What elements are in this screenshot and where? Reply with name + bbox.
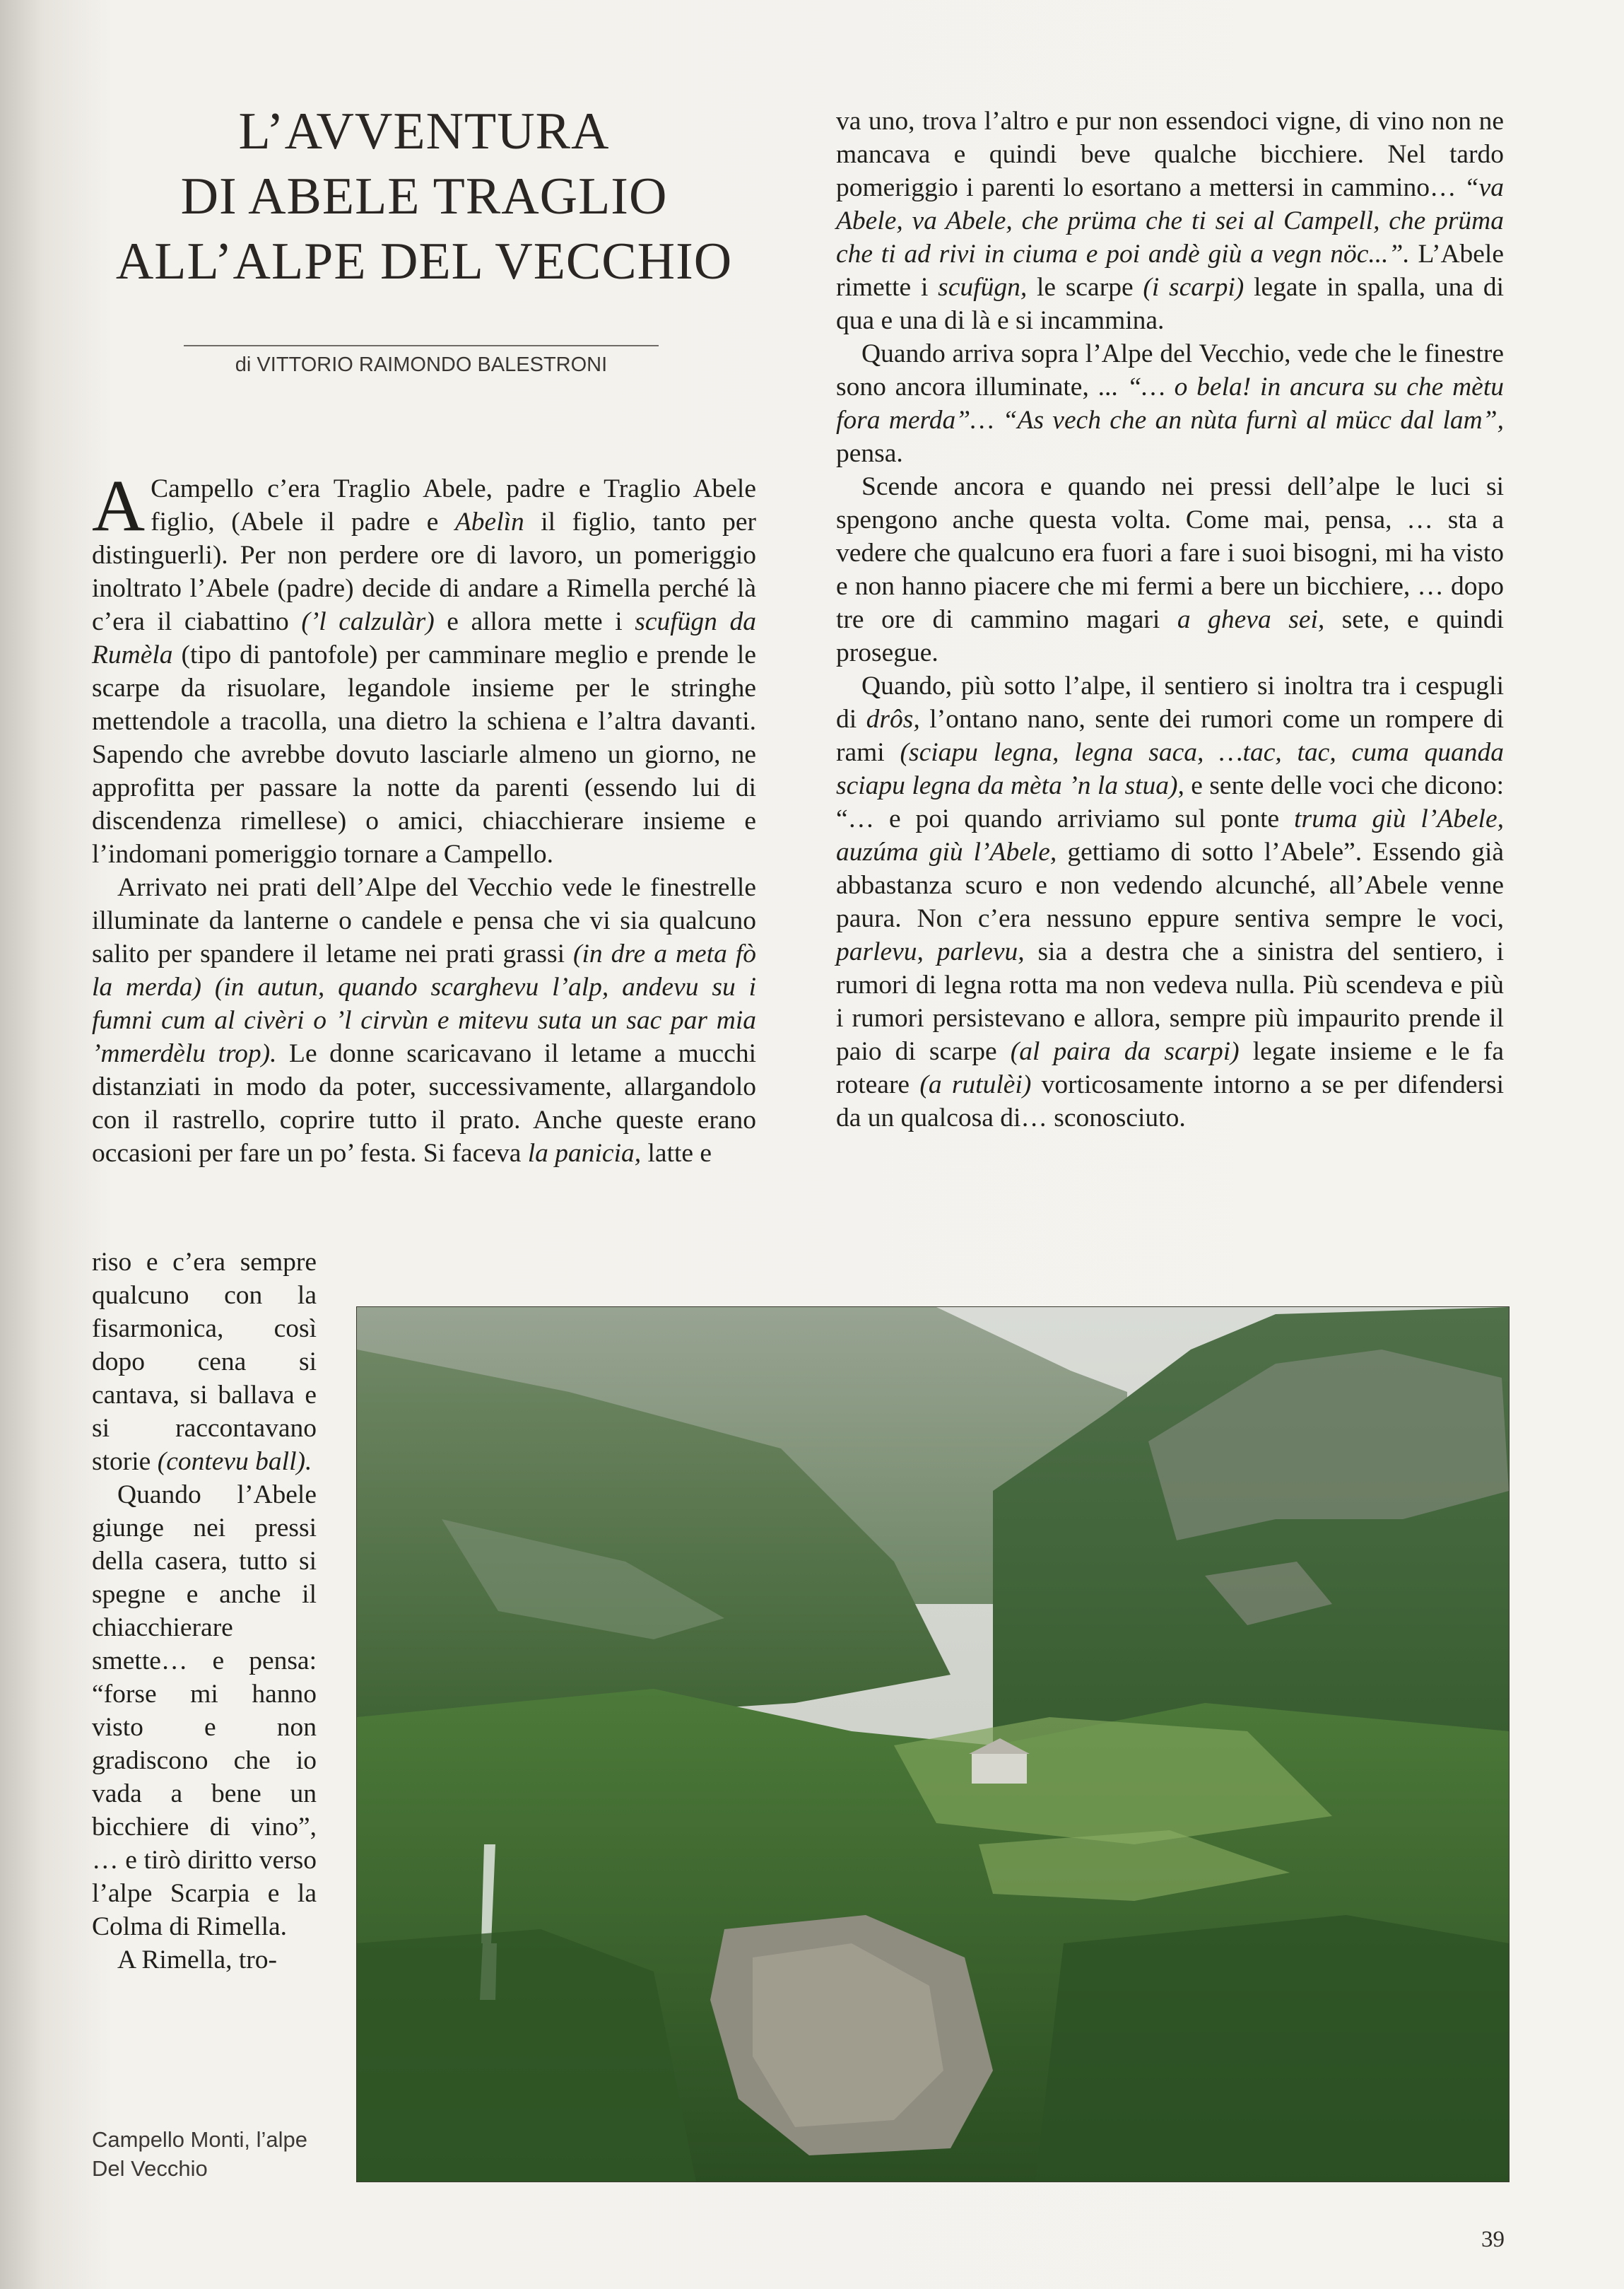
mountain-valley-illustration xyxy=(357,1307,1509,2182)
paragraph-7: Scende ancora e quando nei pressi dell’alpe le luci si spengono anche questa volta. Come mai, pensa, … sta a vedere che qualcuno era fuori a fare i suoi bisogni, mi ha visto e non hanno piacere che mi fermi a bere un bicchiere, … dopo tre ore di cammino magari a gheva sei, sete, e quindi prosegue. xyxy=(836,472,1504,667)
paragraph-3: Quando l’Abele giunge nei pressi della casera, tutto si spegne e anche il chiacchierare smette… e pensa: “forse mi hanno visto e non gradiscono che io vada a bene un bicchiere di vino”, … e tirò diritto verso l’alpe Scarpia e la Colma di Rimella. xyxy=(92,1480,317,1941)
title-line-2: DI ABELE TRAGLIO xyxy=(180,168,668,226)
title-line-3: ALL’ALPE DEL VECCHIO xyxy=(115,233,733,291)
author-byline: di VITTORIO RAIMONDO BALESTRONI xyxy=(235,353,608,376)
paragraph-1: A Campello c’era Traglio Abele, padre e Traglio Abele figlio, (Abele il padre e Abelìn il figlio, tanto per distinguerli). Per non perdere ore di lavoro, un pomeriggio inoltrato l’Abele (padre) decide di andare a Rimella perché là c’era il ciabattino (’l calzulàr) e allora mette i scufügn da Rumèla (tipo di pantofole) per camminare meglio e prende le scarpe da risuolare, legandole insieme per le stringhe mettendole a tracolla, una dietro la schiena e l’altra davanti. Sapendo che avrebbe dovuto lasciarle almeno un giorno, ne approfitta per passare la notte da parenti (essendo lui di discendenza rimellese) o amici, chiacchierare insieme e l’indomani pomeriggio tornare a Campello. xyxy=(92,465,756,869)
paragraph-2: Arrivato nei prati dell’Alpe del Vecchio vede le finestrelle illuminate da lanterne o candele e pensa che vi sia qualcuno salito per spandere il letame nei prati grassi (in dre a meta fò la merda) (in autun, quando scarghevu l’alp, andevu su i fumni cum al civèri o ’l cirvùn e mitevu suta un sac par mia ’mmerdèlu trop). Le donne scaricavano il letame a mucchi distanziati in modo da poter, successivamente, allargandolo con il rastrello, coprire tutto il prato. Anche queste erano occasioni per fare un po’ festa. Si faceva la panicia, latte e xyxy=(92,873,756,1168)
narrow-column xyxy=(92,1246,317,1977)
paragraph-2-continued: riso e c’era sempre qualcuno con la fisarmonica, così dopo cena si cantava, si ballava e si raccontavano storie (contevu ball). xyxy=(92,1248,317,1476)
photo-caption: Campello Monti, l’alpe Del Vecchio xyxy=(92,2127,307,2181)
title-line-1: L’AVVENTURA xyxy=(238,103,610,160)
article-title xyxy=(92,99,756,294)
landscape-photo xyxy=(356,1306,1510,2182)
paragraph-5: va uno, trova l’altro e pur non essendoci vigne, di vino non ne mancava e quindi beve qualche bicchiere. Nel tardo pomeriggio i parenti lo esortano a mettersi in cammino… “va Abele, va Abele, che prüma che ti sei al Campell, che prüma che ti ad rivi in ciuma e poi andè giù a vegn nöc...”. L’Abele rimette i scufügn, le scarpe (i scarpi) legate in spalla, una di qua e una di là e si incammina. xyxy=(836,107,1504,335)
page-number: 39 xyxy=(1481,2227,1505,2252)
drop-cap: A xyxy=(92,465,146,546)
left-column xyxy=(92,465,756,1170)
paragraph-8: Quando, più sotto l’alpe, il sentiero si inoltra tra i cespugli di drôs, l’ontano nano, sente dei rumori come un rompere di rami (sciapu legna, legna saca, …tac, tac, cuma quanda sciapu legna da mèta ’n la stua), e sente delle voci che dicono: “… e poi quando arriviamo sul ponte truma giù l’Abele, auzúma giù l’Abele, gettiamo di sotto l’Abele”. Essendo già abbastanza scuro e non vedendo alcunché, all’Abele venne paura. Non c’era nessuno eppure sentiva sempre le voci, parlevu, parlevu, sia a destra che a sinistra del sentiero, i rumori di legna rotta ma non vedeva nulla. Più scendeva e più i rumori persistevano e allora, sempre più impaurito prende il paio di scarpe (al paira da scarpi) legate insieme e le fa roteare (a rutulèi) vorticosamente intorno a se per difendersi da un qualcosa di… sconosciuto. xyxy=(836,672,1505,1132)
byline-rule xyxy=(184,345,659,346)
paragraph-6: Quando arriva sopra l’Alpe del Vecchio, vede che le finestre sono ancora illuminate, ... “… o bela! in ancura su che mètu fora merda”… “As vech che an nùta furnì al mücc dal lam”, pensa. xyxy=(836,339,1504,468)
right-column xyxy=(836,105,1504,1135)
paragraph-4: A Rimella, tro- xyxy=(117,1945,278,1974)
